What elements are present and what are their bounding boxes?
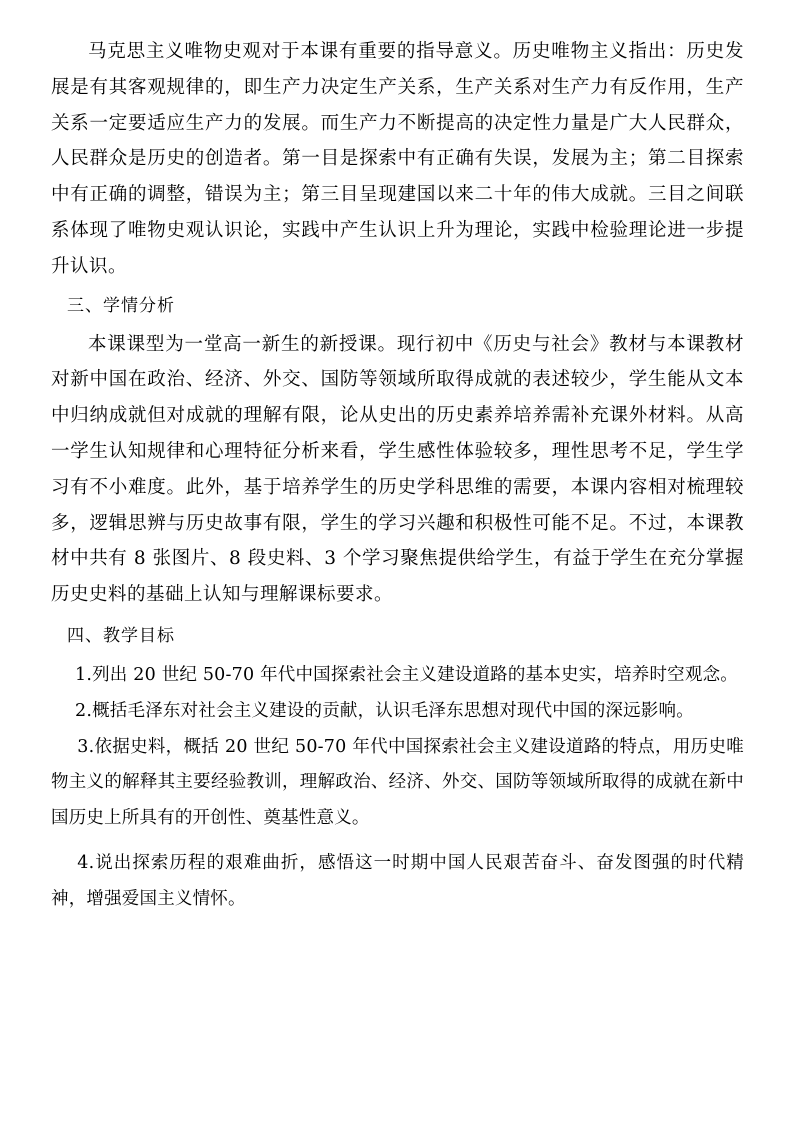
goal-item-1: 1.列出 20 世纪 50-70 年代中国探索社会主义建设道路的基本史实，培养时空观念。 xyxy=(75,664,738,685)
goal-item-4: 4.说出探索历程的艰难曲折，感悟这一时期中国人民艰苦奋斗、奋发图强的时代精神，增强爱国主义情怀。 xyxy=(51,852,744,909)
section-heading-teaching-goals: 四、教学目标 xyxy=(67,625,175,646)
document-page xyxy=(51,34,744,918)
goal-item-2: 2.概括毛泽东对社会主义建设的贡献，认识毛泽东思想对现代中国的深远影响。 xyxy=(75,700,694,721)
paragraph-student-analysis: 本课课型为一堂高一新生的新授课。现行初中《历史与社会》教材与本课教材对新中国在政治、经济、外交、国防等领域所取得成就的表述较少，学生能从文本中归纳成就但对成就的理解有限，论从史出的历史素养培养需补充课外材料。从高一学生认知规律和心理特征分析来看，学生感性体验较多，理性思考不足，学生学习有不小难度。此外，基于培养学生的历史学科思维的需要，本课内容相对梳理较多，逻辑思辨与历史故事有限，学生的学习兴趣和积极性可能不足。不过，本课教材中共有 8 张图片、8 段史料、3 个学习聚焦提供给学生，有益于学生在充分掌握历史史料的基础上认知与理解课标要求。 xyxy=(51,333,744,606)
section-heading-student-analysis: 三、学情分析 xyxy=(67,295,175,316)
paragraph-materialism: 马克思主义唯物史观对于本课有重要的指导意义。历史唯物主义指出：历史发展是有其客观规律的，即生产力决定生产关系，生产关系对生产力有反作用，生产关系一定要适应生产力的发展。而生产力不断提高的决定性力量是广大人民群众，人民群众是历史的创造者。第一目是探索中有正确有失误，发展为主；第二目探索中有正确的调整，错误为主；第三目呈现建国以来二十年的伟大成就。三目之间联系体现了唯物史观认识论，实践中产生认识上升为理论，实践中检验理论进一步提升认识。 xyxy=(51,41,744,277)
goal-item-3: 3.依据史料，概括 20 世纪 50-70 年代中国探索社会主义建设道路的特点，用历史唯物主义的解释其主要经验教训，理解政治、经济、外交、国防等领域所取得的成就在新中国历史上所具有的开创性、奠基性意义。 xyxy=(51,736,744,829)
